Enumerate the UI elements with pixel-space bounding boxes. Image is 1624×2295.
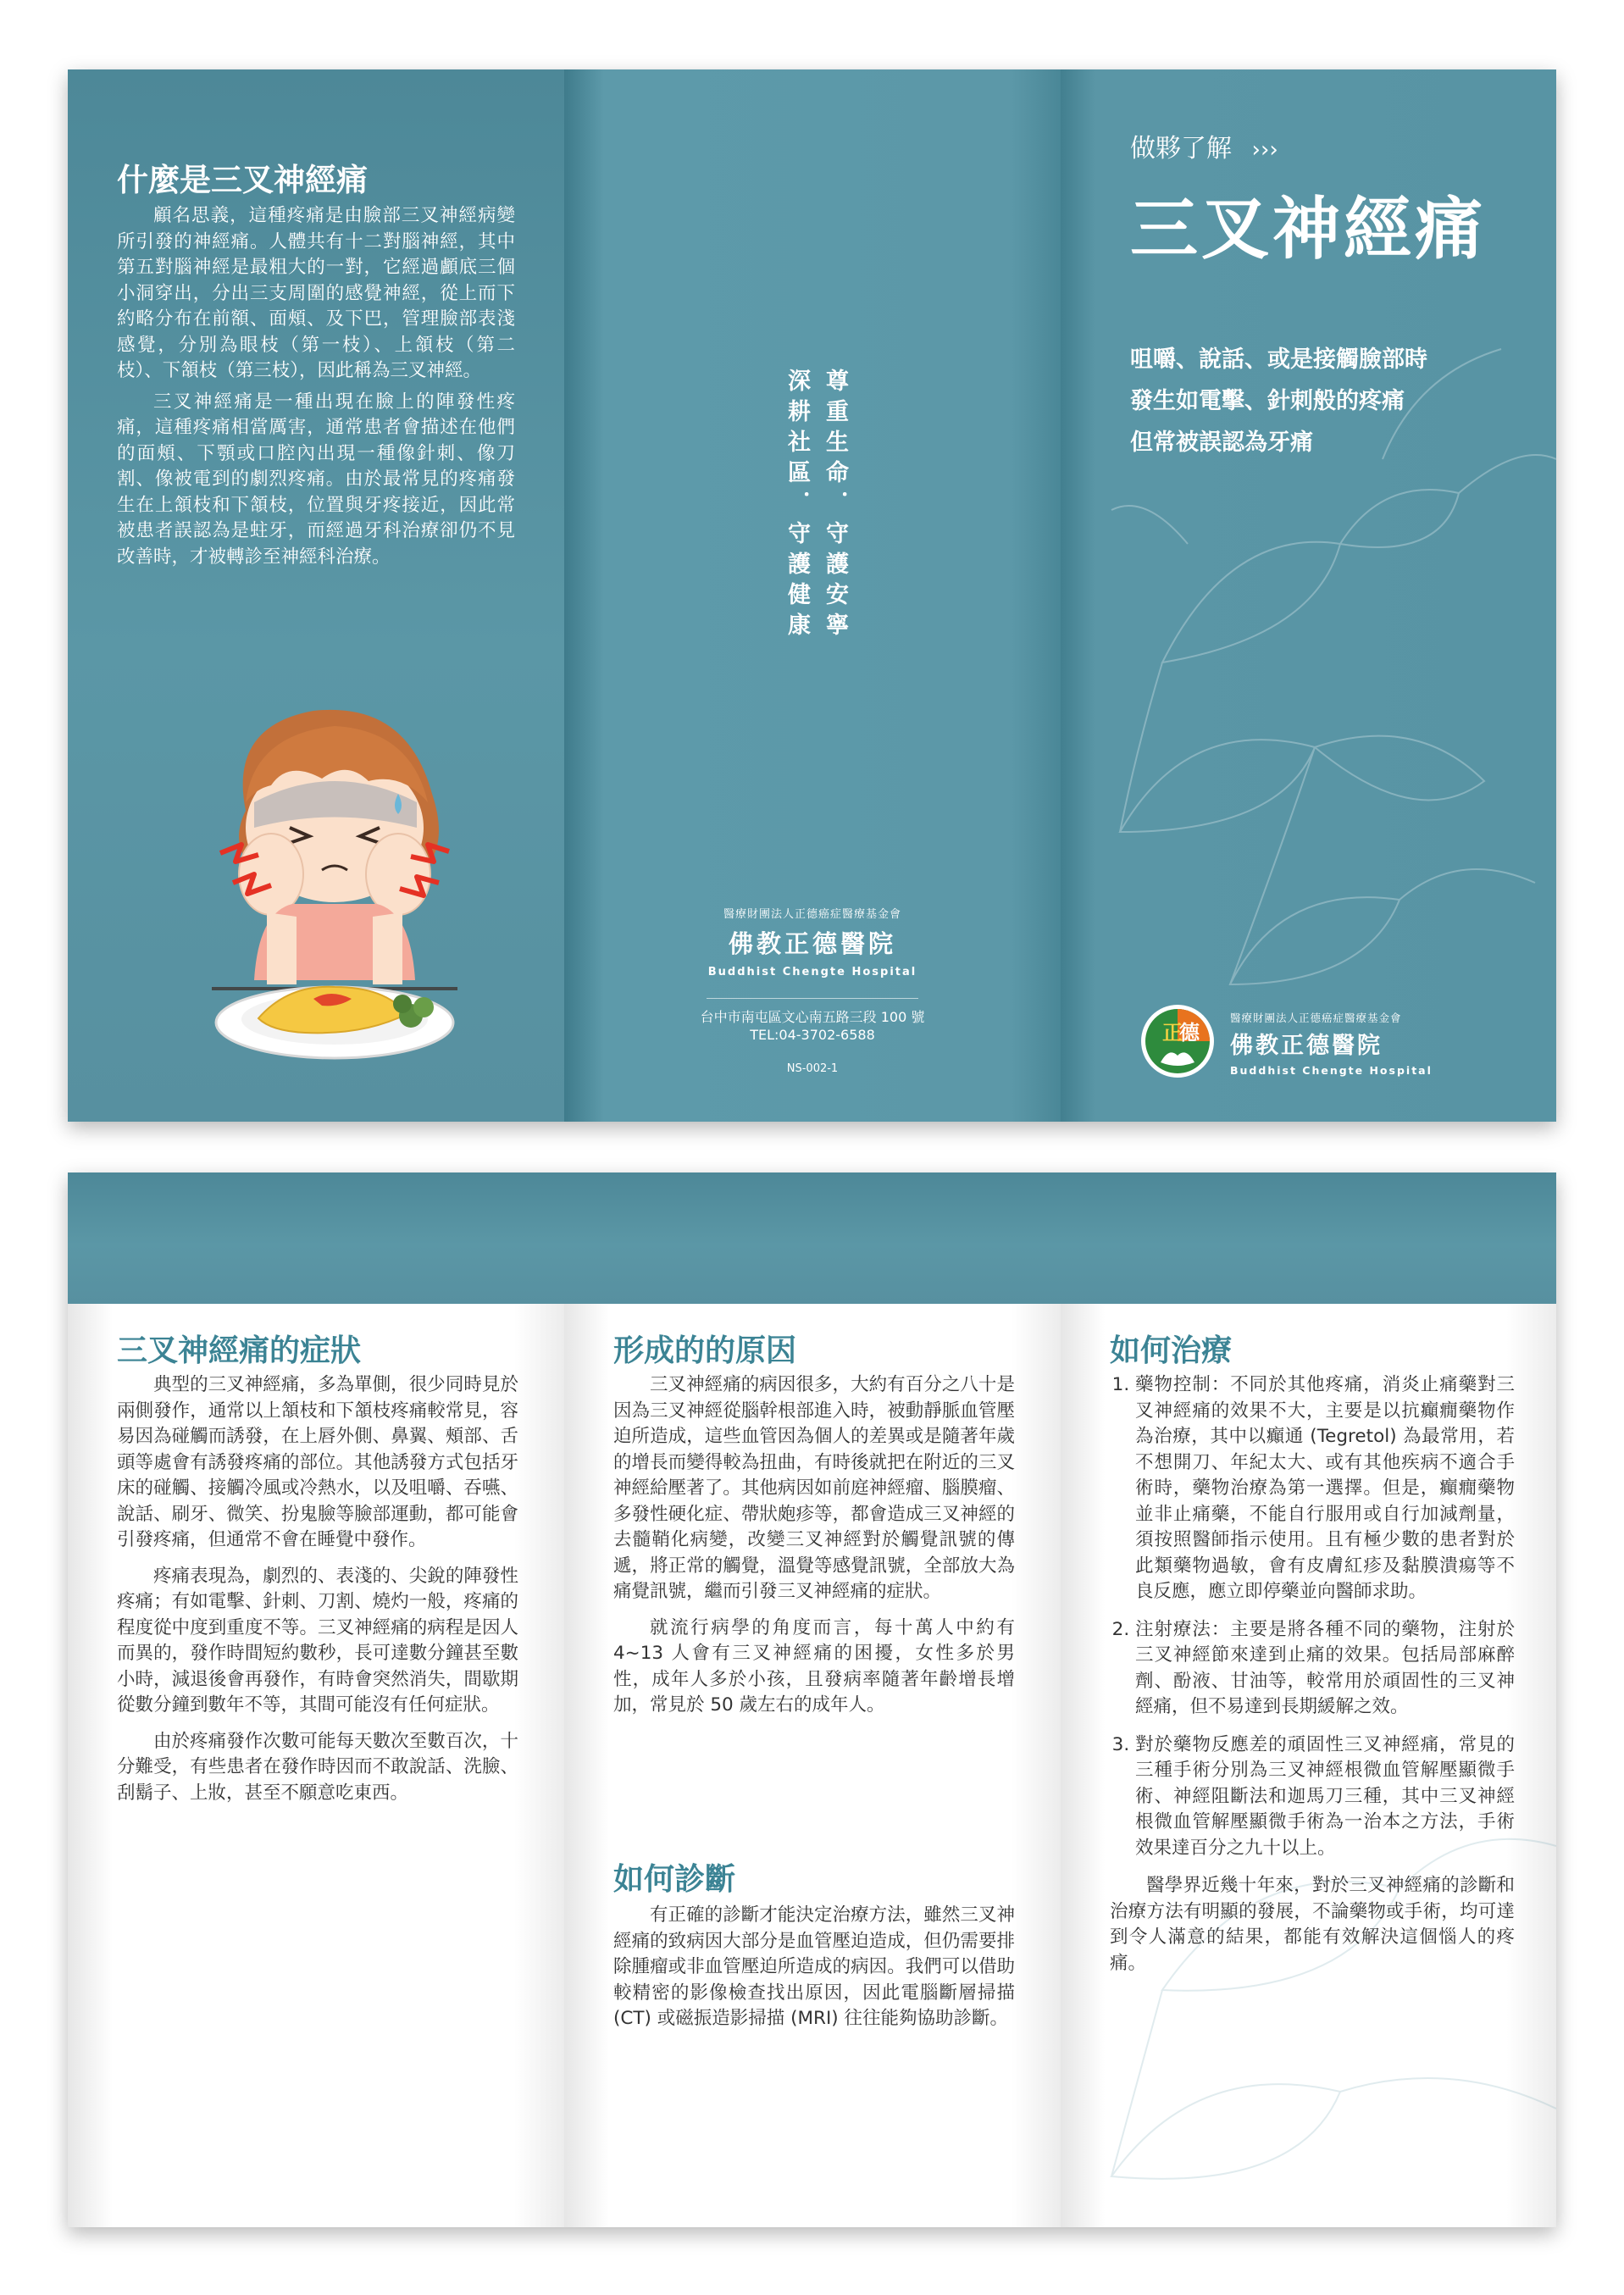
what-is-body <box>117 203 515 570</box>
symptoms-heading: 三叉神經痛的症狀 <box>117 1333 362 1368</box>
teal-header-strip <box>1061 1172 1556 1304</box>
diagnosis-body <box>613 1903 1015 2043</box>
tagline: 但常被誤認為牙痛 <box>1130 430 1313 456</box>
hospital-name: 佛教正德醫院 <box>728 929 896 958</box>
causes-heading: 形成的的原因 <box>613 1333 797 1368</box>
brochure-outside <box>68 69 1556 1122</box>
kicker-text: 做夥了解 <box>1130 134 1232 164</box>
hospital-english-name: Buddhist Chengte Hospital <box>707 966 917 978</box>
panel-what-is <box>68 69 564 1122</box>
panel-cover <box>1061 69 1556 1122</box>
treatment-list <box>1110 1372 1515 1861</box>
divider <box>707 998 918 999</box>
treatment-item-text: 2. 注射療法：主要是將各種不同的藥物，注射於三叉神經節來達到止痛的效果。包括局部麻醉劑、酚液、甘油等，較常用於頑固性的三叉神經痛，但不易達到長期緩解之效。 <box>1135 1618 1515 1717</box>
symptoms-body <box>117 1372 518 1816</box>
chevrons-right-icon: ››› <box>1251 137 1278 163</box>
what-is-paragraph: 顧名思義，這種疼痛是由臉部三叉神經病變所引發的神經痛。人體共有十二對腦神經，其中第五對腦神經是最粗大的一對，它經過顱底三個小洞穿出，分出三支周圍的感覺神經，從上而下約略分布在前額、面頰、及下巴，管理臉部表淺感覺，分別為眼枝（第一枝）、上頷枝（第二枝）、下頷枝（第三枝），因此稱為三叉神經。 <box>117 205 515 381</box>
causes-body <box>613 1372 1015 1729</box>
diagnosis-paragraph: 有正確的診斷才能決定治療方法，雖然三叉神經痛的致病因大部分是血管壓迫造成，但仍需要排除腫瘤或非血管壓迫所造成的病因。我們可以借助較精密的影像檢查找出原因，因此電腦斷層掃描 (CT) 或磁振造影掃描 (MRI) 往往能夠協助診斷。 <box>613 1904 1015 2029</box>
document-code: NS-002-1 <box>786 1062 839 1075</box>
panel-causes <box>564 1172 1061 2227</box>
tagline: 咀嚼、說話、或是接觸臉部時 <box>1130 346 1427 373</box>
treatment-item-text: 1. 藥物控制：不同於其他疼痛，消炎止痛藥對三叉神經痛的效果不大，主要是以抗癲癇藥物作為治療，其中以癲通 (Tegretol) 為最常用，若不想開刀、年紀太大、或有其他疾病不適合手術時，藥物治療為第一選擇。但是，癲癇藥物並非止痛藥，不能自行服用或自行加減劑量，須按照醫師指示使用。且有極少數的患者對於此類藥物過敏，會有皮膚紅疹及黏膜潰瘍等不良反應，應立即停藥並向醫師求助。 <box>1135 1374 1515 1602</box>
cover-kicker <box>1130 127 1278 164</box>
girl-toothache-illustration <box>195 701 474 1073</box>
treatment-item <box>1135 1732 1515 1862</box>
svg-text:正: 正 <box>1162 1021 1183 1045</box>
cover-hospital-english-name: Buddhist Chengte Hospital <box>1230 1064 1433 1077</box>
treatment-item-text: 3. 對於藥物反應差的頑固性三叉神經痛，常見的三種手術分別為三叉神經根微血管解壓顯微手術、神經阻斷法和迦馬刀三種，其中三叉神經根微血管解壓顯微手術為一治本之方法，手術效果達百分之九十以上。 <box>1135 1733 1515 1859</box>
what-is-heading: 什麼是三叉神經痛 <box>117 162 368 198</box>
teal-header-strip <box>68 1172 564 1304</box>
treatment-heading: 如何治療 <box>1110 1333 1233 1368</box>
symptoms-paragraph: 疼痛表現為，劇烈的、表淺的、尖銳的陣發性疼痛；有如電擊、針刺、刀割、燒灼一般，疼痛的程度從中度到重度不等。三叉神經痛的病程是因人而異的，發作時間短約數秒，長可達數分鐘甚至數小時，減退後會再發作，有時會突然消失，間歇期從數分鐘到數年不等，其間可能沒有任何症狀。 <box>117 1565 518 1716</box>
tagline: 發生如電擊、針刺般的疼痛 <box>1130 388 1405 414</box>
cover-hospital-name: 佛教正德醫院 <box>1230 1033 1383 1059</box>
hospital-address: 台中市南屯區文心南五路三段 100 號 <box>700 1009 925 1025</box>
what-is-paragraph: 三叉神經痛是一種出現在臉上的陣發性疼痛，這種疼痛相當厲害，通常患者會描述在他們的面頰、下顎或口腔內出現一種像針刺、像刀割、像被電到的劇烈疼痛。由於最常見的疼痛發生在上頷枝和下頷枝，位置與牙疼接近，因此常被患者誤認為是蛀牙，而經過牙科治療卻仍不見改善時，才被轉診至神經科治療。 <box>117 391 515 568</box>
panel-treatment <box>1061 1172 1556 2227</box>
treatment-closing: 醫學界近幾十年來，對於三叉神經痛的診斷和治療方法有明顯的發展，不論藥物或手術，均可達到令人滿意的結果，都能有效解決這個惱人的疼痛。 <box>1110 1875 1515 1974</box>
svg-text:德: 德 <box>1179 1021 1200 1045</box>
cover-foundation-name: 醫療財團法人正德癌症醫療基金會 <box>1230 1012 1402 1024</box>
slogan-community-health: 深耕社區．守護健康 <box>784 369 810 643</box>
causes-paragraph: 三叉神經痛的病因很多，大約有百分之八十是因為三叉神經從腦幹根部進入時，被動靜脈血管壓迫所造成，這些血管因為個人的差異或是隨著年歲的增長而變得較為扭曲，有時後就把在附近的三叉神經給壓著了。其他病因如前庭神經瘤、腦膜瘤、多發性硬化症、帶狀皰疹等，都會造成三叉神經的去髓鞘化病變，改變三叉神經對於觸覺訊號的傳遞，將正常的觸覺，溫覺等感覺訊號，全部放大為痛覺訊號，繼而引發三叉神經痛的症狀。 <box>613 1374 1015 1602</box>
treatment-item <box>1135 1617 1515 1721</box>
treatment-item <box>1135 1372 1515 1605</box>
cover-title: 三叉神經痛 <box>1130 190 1486 269</box>
symptoms-paragraph: 由於疼痛發作次數可能每天數次至數百次，十分難受，有些患者在發作時因而不敢說話、洗臉、刮鬍子、上妝，甚至不願意吃東西。 <box>117 1730 518 1804</box>
hospital-logo-icon <box>1139 1003 1216 1079</box>
diagnosis-heading: 如何診斷 <box>613 1862 736 1897</box>
panel-symptoms <box>68 1172 564 2227</box>
treatment-body <box>1110 1372 1515 1987</box>
brochure-inside <box>68 1172 1556 2227</box>
foundation-name: 醫療財團法人正德癌症醫療基金會 <box>723 908 901 921</box>
hospital-phone: TEL:04-3702-6588 <box>750 1027 875 1043</box>
symptoms-paragraph: 典型的三叉神經痛，多為單側，很少同時見於兩側發作，通常以上頷枝和下頷枝疼痛較常見，容易因為碰觸而誘發，在上唇外側、鼻翼、頰部、舌頭等處會有誘發疼痛的部位。其他誘發方式包括牙床的碰觸、接觸冷風或冷熱水，以及咀嚼、吞嚥、說話、刷牙、微笑、扮鬼臉等臉部運動，都可能會引發疼痛，但通常不會在睡覺中發作。 <box>117 1374 518 1550</box>
slogan-respect-life: 尊重生命．守護安寧 <box>822 369 848 643</box>
teal-header-strip <box>564 1172 1061 1304</box>
cover-taglines <box>1130 339 1427 463</box>
panel-back-cover <box>564 69 1061 1122</box>
causes-paragraph: 就流行病學的角度而言，每十萬人中約有 4~13 人會有三叉神經痛的困擾，女性多於男性，成年人多於小孩，且發病率隨著年齡增長增加，常見於 50 歲左右的成年人。 <box>613 1616 1015 1716</box>
